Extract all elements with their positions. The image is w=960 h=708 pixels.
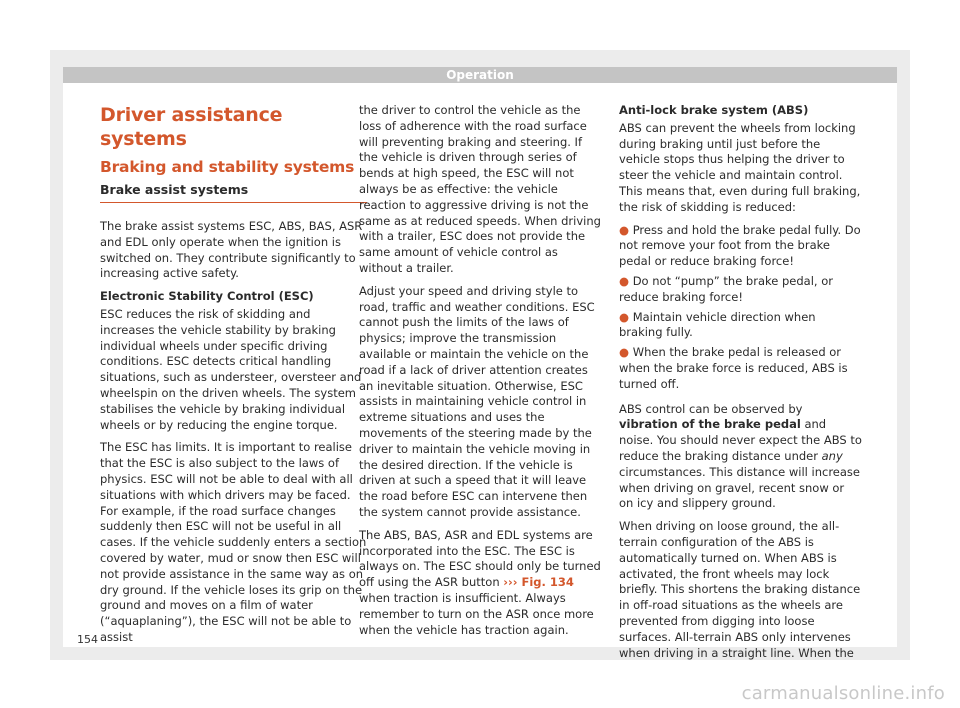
bullet-icon: ●	[619, 273, 630, 288]
page-background	[50, 50, 910, 660]
bullet-text: When the brake pedal is released or when the brake force is reduced, ABS is turned off.	[619, 345, 848, 391]
abs-control-text-start: ABS control can be observed by	[619, 401, 803, 416]
abs-paragraph: ABS can prevent the wheels from locking during braking until just before the vehicle stops thus helping the driver to steer the vehicle and maintain control. This means that, even during full braking, the risk of skidding is reduced:	[619, 120, 861, 214]
intro-paragraph: The brake assist systems ESC, ABS, BAS, ASR and EDL only operate when the ignition is switched on. They contribute significantly to increasing active safety.	[100, 219, 363, 281]
esc-heading: Electronic Stability Control (ESC)	[100, 289, 314, 304]
systems-paragraph	[359, 528, 601, 639]
bullet-icon: ●	[619, 345, 630, 360]
bullet-item	[619, 274, 862, 306]
esc-paragraph: ESC reduces the risk of skidding and increases the vehicle stability by braking individual wheels under specific driving conditions. ESC detects critical handling situations, such as understeer, oversteer and wheelspin on the driven wheels. The system stabilises the vehicle by braking individual wheels or by reducing the engine torque.	[100, 306, 362, 432]
driving-style-paragraph: Adjust your speed and driving style to road, traffic and weather conditions. ESC cannot push the limits of the laws of physics; improve the transmission available or maintain the vehicle on the road if a lack of driver attention creates an inevitable situation. Otherwise, ESC assists in maintaining vehicle control in extreme situations and uses the movements of the steering made by the driver to maintain the vehicle moving in the desired direction. If the vehicle is driven at such a speed that it will leave the road before ESC can intervene then the system cannot provide assistance.	[359, 283, 595, 519]
esc-limits-paragraph: The ESC has limits. It is important to realise that the ESC is also subject to the laws of physics. ESC will not be able to deal with all situations with which drivers may be faced. For example, if the road surface changes suddenly then ESC will not be useful in all cases. If the vehicle suddenly enters a section covered by water, mud or snow then ESC will not provide assistance in the same way as on dry ground. If the vehicle loses its grip on the ground and moves on a film of water (“aquaplaning”), the ESC will not be able to assist	[100, 440, 367, 644]
systems-text-end: when traction is insufficient. Always remember to turn on the ASR once more when the vehicle has traction again.	[359, 590, 594, 637]
systems-text-start: The ABS, BAS, ASR and EDL systems are incorporated into the ESC. The ESC is always on. The ESC should only be turned off using the ASR button	[359, 527, 601, 590]
manual-page	[63, 67, 897, 660]
column-middle	[359, 103, 601, 645]
bullet-text: Maintain vehicle direction when braking fully.	[619, 309, 816, 340]
bullet-icon: ●	[619, 309, 630, 324]
section-header: Operation	[63, 67, 897, 83]
abs-heading: Anti-lock brake system (ABS)	[619, 103, 809, 117]
abs-control-paragraph	[619, 402, 862, 513]
bullet-icon: ●	[619, 222, 630, 237]
subsection-title: Brake assist systems	[100, 181, 367, 203]
abs-control-bold: vibration of the brake pedal	[619, 417, 801, 432]
abs-control-text-end: circumstances. This distance will increase when driving on gravel, recent snow or on icy and slippery ground.	[619, 464, 861, 511]
bullet-text: Press and hold the brake pedal fully. Do not remove your foot from the brake pedal or reduce braking force!	[619, 222, 861, 269]
watermark-text: carmanualsonline.info	[741, 683, 945, 704]
abs-control-italic: any	[821, 448, 843, 463]
chapter-title: Driver assistance systems	[100, 104, 283, 150]
column-left	[100, 103, 367, 653]
bullet-item	[619, 310, 862, 342]
column-right	[619, 103, 862, 668]
section-title: Braking and stability systems	[100, 158, 355, 176]
bullet-item	[619, 345, 862, 392]
all-terrain-paragraph: When driving on loose ground, the all-terrain configuration of the ABS is automatically turned on. When ABS is activated, the front wheels may lock briefly. This shortens the braking distance in off-road situations as the wheels are prevented from digging into loose surfaces. All-terrain ABS only intervenes when driving in a straight line. When the	[619, 519, 861, 660]
esc-continued-paragraph: the driver to control the vehicle as the loss of adherence with the road surface will preventing braking and steering. If the vehicle is driven through series of bends at high speed, the ESC will not always be as effective: the vehicle reaction to aggressive driving is not the same as at reduced speeds. When driving with a trailer, ESC does not provide the same amount of vehicle control as without a trailer.	[359, 103, 601, 275]
page-number: 154	[77, 633, 98, 646]
bullet-item	[619, 223, 862, 270]
bullet-text: Do not “pump” the brake pedal, or reduce braking force!	[619, 273, 833, 304]
abs-control-text-mid: and noise. You should never expect the ABS to reduce the braking distance under	[619, 417, 862, 463]
figure-reference-link[interactable]: ››› Fig. 134	[503, 575, 574, 590]
